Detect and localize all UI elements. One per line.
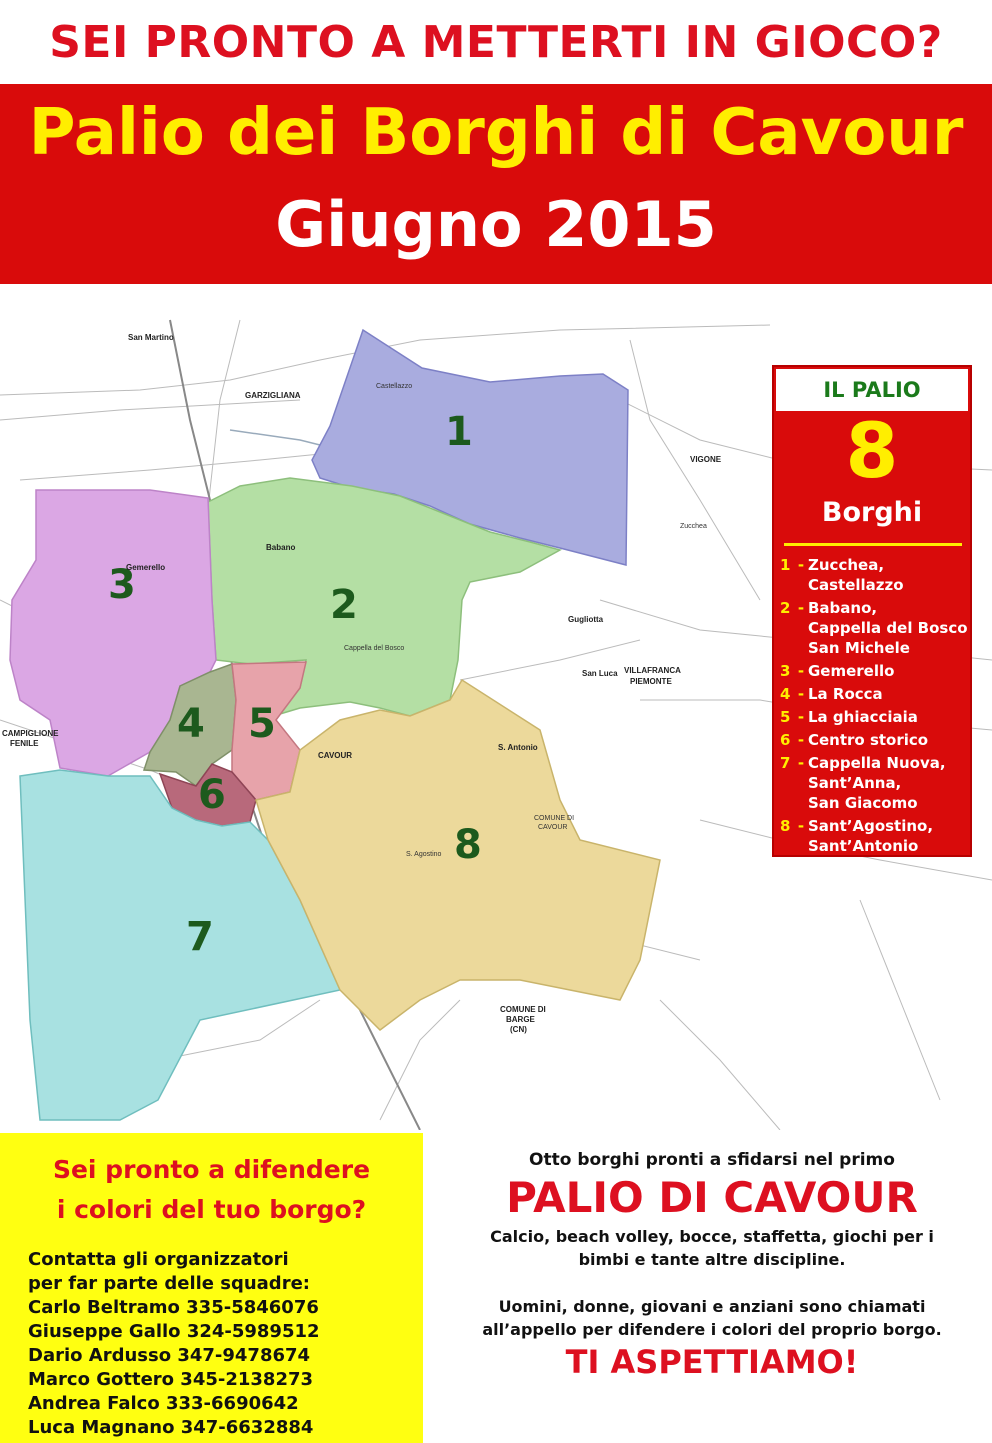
legend-divider	[784, 543, 962, 546]
contact-intro-line1: Contatta gli organizzatori	[28, 1249, 289, 1270]
place-s-agostino: S. Agostino	[406, 851, 442, 858]
legend-item-number: 7	[780, 754, 791, 772]
legend-item-number: 6	[780, 731, 791, 749]
place-villafranca: VILLAFRANCA	[624, 666, 681, 675]
place-garzigliana: GARZIGLIANA	[245, 391, 301, 400]
legend-item-name: Sant’Agostino, Sant’Antonio	[808, 817, 934, 855]
event-date: Giugno 2015	[275, 188, 717, 261]
legend-item	[780, 598, 970, 658]
place-cavour: CAVOUR	[318, 751, 353, 760]
legend-item-name: Zucchea, Castellazzo	[808, 556, 904, 594]
legend-list	[780, 555, 970, 859]
legend-item-dash: -	[797, 708, 805, 726]
zone-number-7: 7	[186, 914, 214, 960]
place-gemerello: Gemerello	[126, 563, 166, 572]
legend-item-dash: -	[797, 599, 805, 617]
legend-item	[780, 555, 970, 595]
event-closing: TI ASPETTIAMO!	[565, 1343, 859, 1381]
place-s-antonio: S. Antonio	[498, 743, 538, 752]
event-name: PALIO DI CAVOUR	[506, 1173, 918, 1222]
place-san-martino: San Martino	[128, 333, 174, 342]
legend-item-dash: -	[797, 556, 805, 574]
event-disciplines: Calcio, beach volley, bocce, staffetta, giochi per i bimbi e tante altre discipline.	[490, 1227, 934, 1269]
place-cavour-small: CAVOUR	[538, 824, 568, 831]
zone-number-8: 8	[454, 822, 482, 868]
page-title: Palio dei Borghi di Cavour	[28, 96, 964, 170]
place-comune-cavour: COMUNE DI	[534, 815, 575, 822]
zone-number-5: 5	[248, 701, 276, 747]
legend-label: Borghi	[821, 497, 923, 528]
contact-entry: Dario Ardusso 347-9478674	[28, 1345, 311, 1366]
legend-item-name: Centro storico	[808, 731, 929, 749]
legend-item	[780, 753, 970, 813]
legend-item-name: Cappella Nuova, Sant’Anna, San Giacomo	[808, 754, 946, 812]
legend-panel	[772, 365, 972, 857]
place-fenile: FENILE	[10, 739, 39, 748]
place-cappella: Cappella del Bosco	[344, 645, 405, 652]
legend-item	[780, 707, 970, 727]
legend-heading: IL PALIO	[776, 369, 968, 411]
legend-item-name: Gemerello	[808, 662, 895, 680]
legend-item	[780, 661, 970, 681]
zone-number-4: 4	[177, 701, 205, 747]
legend-item-number: 1	[780, 556, 791, 574]
legend-item-dash: -	[797, 685, 805, 703]
place-zucchea: Zucchea	[680, 523, 707, 530]
contact-list	[28, 1248, 320, 1440]
legend-item-number: 2	[780, 599, 791, 617]
place-campiglione: CAMPIGLIONE	[2, 729, 59, 738]
place-castellazzo: Castellazzo	[376, 383, 413, 390]
contact-entry: Andrea Falco 333-6690642	[28, 1393, 299, 1414]
legend-count: 8	[845, 406, 899, 495]
legend-item-name: La Rocca	[808, 685, 883, 703]
event-appeal: Uomini, donne, giovani e anziani sono chiamati all’appello per difendere i colori del proprio borgo.	[482, 1297, 942, 1339]
contact-intro-line2: per far parte delle squadre:	[28, 1273, 310, 1294]
place-barge: BARGE	[506, 1015, 535, 1024]
zone-number-3: 3	[108, 562, 136, 608]
place-piemonte: PIEMONTE	[630, 677, 672, 686]
place-gugliotta: Gugliotta	[568, 615, 604, 624]
legend-item-dash: -	[797, 731, 805, 749]
place-vigone: VIGONE	[690, 455, 722, 464]
zone-number-6: 6	[198, 772, 226, 818]
place-san-luca: San Luca	[582, 669, 618, 678]
legend-item-number: 4	[780, 685, 791, 703]
legend-item-number: 3	[780, 662, 791, 680]
legend-item-name: Babano, Cappella del Bosco San Michele	[808, 599, 968, 657]
legend-item-name: La ghiacciaia	[808, 708, 918, 726]
top-question: SEI PRONTO A METTERTI IN GIOCO?	[49, 16, 943, 68]
event-intro: Otto borghi pronti a sfidarsi nel primo	[529, 1150, 895, 1170]
legend-item-dash: -	[797, 817, 805, 835]
place-cn: (CN)	[510, 1025, 527, 1034]
legend-item	[780, 730, 970, 750]
contact-entry: Carlo Beltramo 335-5846076	[28, 1297, 319, 1318]
place-comune-barge: COMUNE DI	[500, 1005, 546, 1014]
legend-item	[780, 684, 970, 704]
legend-item-number: 8	[780, 817, 791, 835]
contact-entry: Giuseppe Gallo 324-5989512	[28, 1321, 320, 1342]
contact-entry: Marco Gottero 345-2138273	[28, 1369, 314, 1390]
zone-number-1: 1	[445, 409, 473, 455]
place-babano: Babano	[266, 543, 296, 552]
legend-item	[780, 816, 970, 856]
legend-item-number: 5	[780, 708, 791, 726]
legend-item-dash: -	[797, 754, 805, 772]
contact-question: Sei pronto a difendere i colori del tuo borgo?	[52, 1155, 371, 1224]
zone-number-2: 2	[330, 582, 358, 628]
contact-entry: Luca Magnano 347-6632884	[28, 1417, 314, 1438]
legend-item-dash: -	[797, 662, 805, 680]
